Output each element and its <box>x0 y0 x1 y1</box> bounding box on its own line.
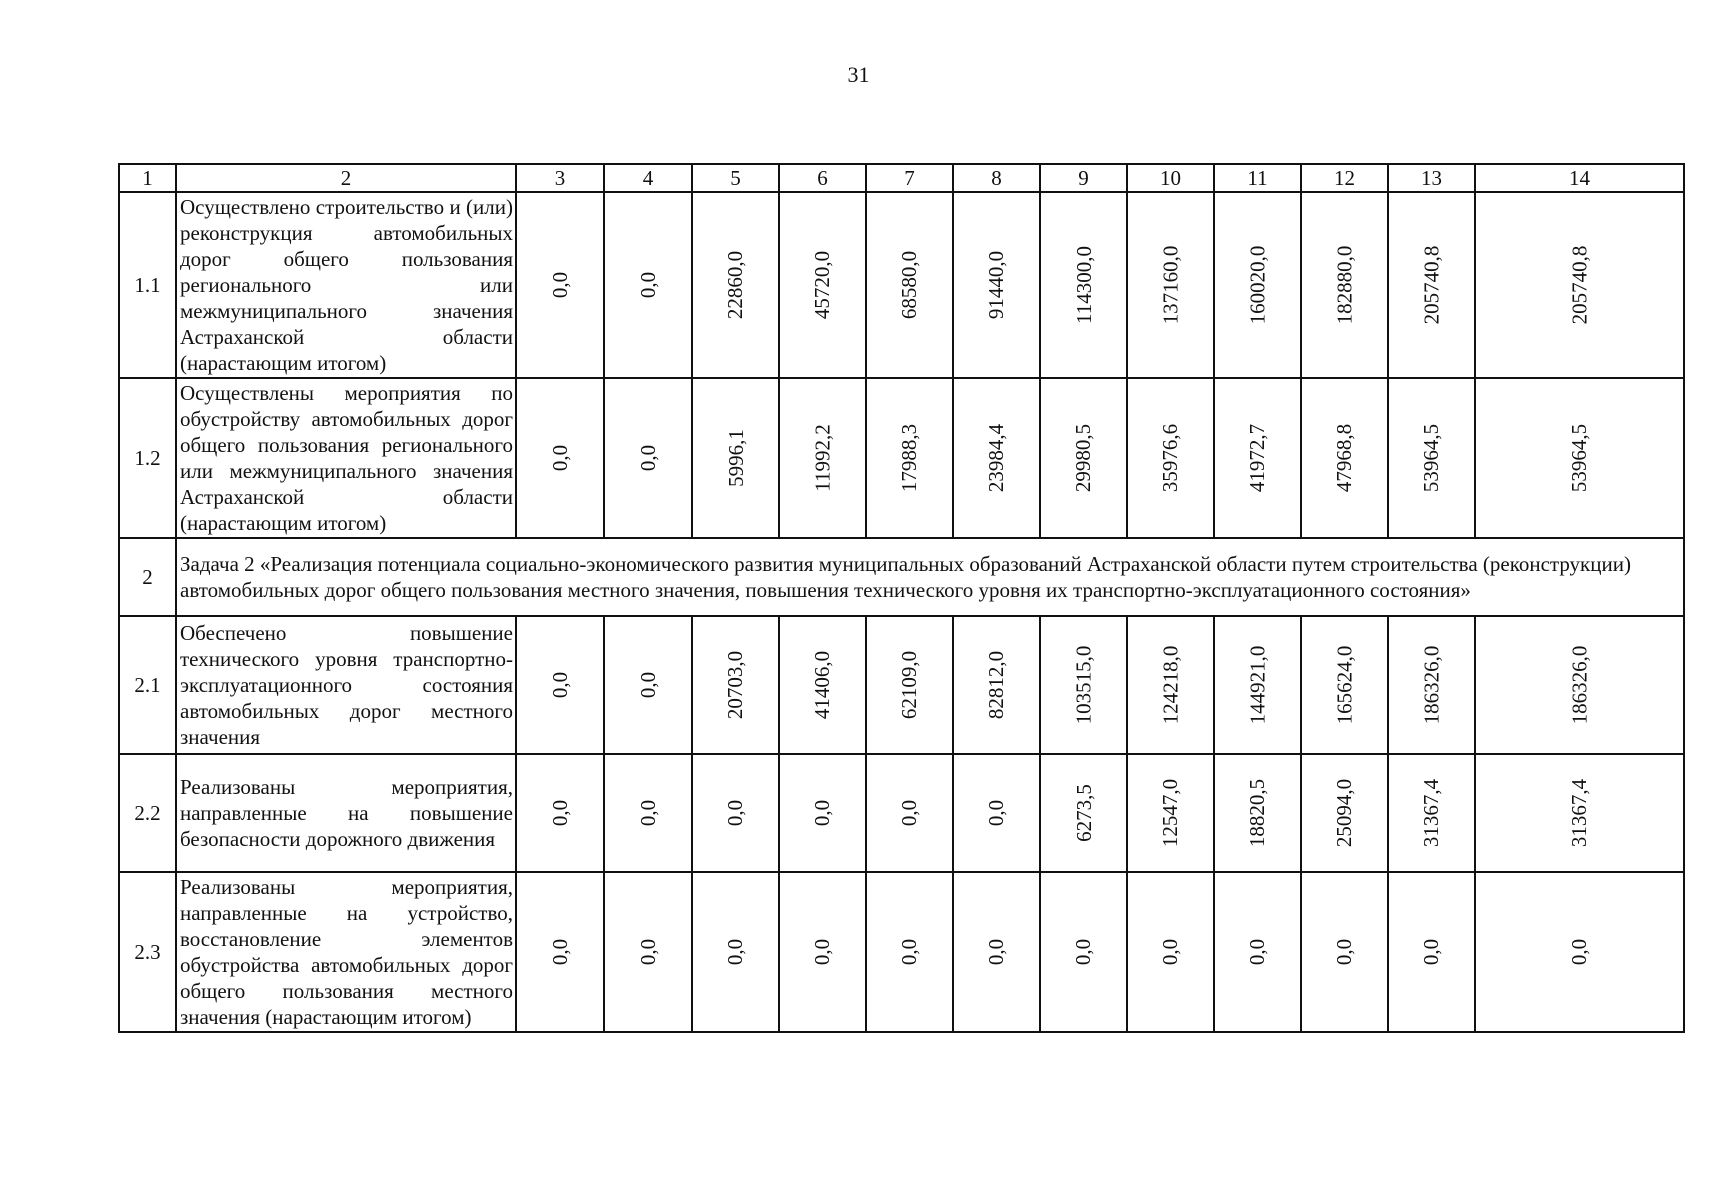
column-header-6: 6 <box>779 164 866 192</box>
value-cell <box>692 872 779 1032</box>
task-row <box>119 538 1684 616</box>
value-cell <box>779 378 866 538</box>
value-cell <box>1214 754 1301 872</box>
indicator-description: Осуществлено строительство и (или) реконструкция автомобильных дорог общего пользования регионального или межмуниципального значения Астраханской области (нарастающим итогом) <box>176 192 516 378</box>
value-text: 22860,0 <box>723 250 748 320</box>
value-cell <box>953 754 1040 872</box>
column-header-4: 4 <box>604 164 692 192</box>
value-text: 0,0 <box>548 799 572 827</box>
value-cell <box>516 616 604 754</box>
value-text: 45720,0 <box>810 250 835 320</box>
value-cell <box>604 754 692 872</box>
value-text: 23984,4 <box>984 423 1009 493</box>
value-text: 0,0 <box>1158 938 1183 966</box>
indicator-description: Осуществлены мероприятия по обустройству автомобильных дорог общего пользования регионального или межмуниципального значения Астраханской области (нарастающим итогом) <box>176 378 516 538</box>
column-header-12: 12 <box>1301 164 1388 192</box>
value-cell <box>604 378 692 538</box>
value-cell <box>1040 872 1127 1032</box>
value-cell <box>516 872 604 1032</box>
value-cell <box>1127 754 1214 872</box>
value-cell <box>1040 192 1127 378</box>
value-cell <box>1475 378 1684 538</box>
value-text: 29980,5 <box>1071 423 1096 493</box>
value-text: 18820,5 <box>1245 778 1270 848</box>
value-text: 0,0 <box>548 444 572 472</box>
value-cell <box>953 872 1040 1032</box>
value-text: 182880,0 <box>1332 245 1357 325</box>
value-cell <box>604 192 692 378</box>
value-text: 31367,4 <box>1567 778 1592 848</box>
row-number: 2.1 <box>119 616 176 754</box>
page-number: 31 <box>847 62 870 87</box>
table-row <box>119 872 1684 1032</box>
value-text: 12547,0 <box>1158 778 1183 848</box>
value-cell <box>953 192 1040 378</box>
value-cell <box>779 872 866 1032</box>
row-number: 1.2 <box>119 378 176 538</box>
column-header-8: 8 <box>953 164 1040 192</box>
value-text: 68580,0 <box>897 250 922 320</box>
value-text: 0,0 <box>723 938 748 966</box>
value-cell <box>866 192 953 378</box>
value-text: 103515,0 <box>1071 645 1096 725</box>
value-cell <box>779 616 866 754</box>
value-text: 205740,8 <box>1419 245 1444 325</box>
value-text: 53964,5 <box>1419 423 1444 493</box>
value-cell <box>1214 378 1301 538</box>
indicator-description: Реализованы мероприятия, направленные на устройство, восстановление элементов обустройства автомобильных дорог общего пользования местного значения (нарастающим итогом) <box>176 872 516 1032</box>
indicator-description: Реализованы мероприятия, направленные на повышение безопасности дорожного движения <box>176 754 516 872</box>
header-row <box>119 164 1684 192</box>
indicators-table <box>118 163 1685 1033</box>
value-text: 11992,2 <box>810 424 835 492</box>
row-number: 2.3 <box>119 872 176 1032</box>
value-text: 0,0 <box>810 938 835 966</box>
value-text: 6273,5 <box>1071 784 1096 842</box>
value-cell <box>1127 872 1214 1032</box>
task-description: Задача 2 «Реализация потенциала социально-экономического развития муниципальных образований Астраханской области путем строительства (реконструкции) автомобильных дорог общего пользования местного значения, повышения технического уровня их транспортно-эксплуатационного состояния» <box>176 538 1684 616</box>
value-cell <box>866 754 953 872</box>
value-cell <box>1388 616 1475 754</box>
column-header-7: 7 <box>866 164 953 192</box>
column-header-2: 2 <box>176 164 516 192</box>
value-cell <box>692 192 779 378</box>
value-text: 62109,0 <box>897 650 922 720</box>
value-text: 0,0 <box>1567 938 1592 966</box>
value-text: 17988,3 <box>897 423 922 493</box>
value-cell <box>516 754 604 872</box>
value-cell <box>1040 754 1127 872</box>
indicator-description: Обеспечено повышение технического уровня транспортно-эксплуатационного состояния автомобильных дорог местного значения <box>176 616 516 754</box>
value-cell <box>1040 616 1127 754</box>
value-cell <box>1475 872 1684 1032</box>
value-cell <box>866 378 953 538</box>
value-cell <box>1388 192 1475 378</box>
value-text: 205740,8 <box>1567 245 1592 325</box>
value-cell <box>1040 378 1127 538</box>
value-cell <box>692 754 779 872</box>
value-cell <box>516 192 604 378</box>
value-cell <box>1301 192 1388 378</box>
value-cell <box>1127 616 1214 754</box>
row-number: 2.2 <box>119 754 176 872</box>
value-cell <box>1214 616 1301 754</box>
value-cell <box>1214 192 1301 378</box>
value-text: 165624,0 <box>1332 645 1357 725</box>
column-header-10: 10 <box>1127 164 1214 192</box>
value-cell <box>1301 616 1388 754</box>
value-text: 144921,0 <box>1245 645 1270 725</box>
value-text: 114300,0 <box>1071 246 1096 324</box>
value-cell <box>866 616 953 754</box>
value-text: 5996,1 <box>723 429 748 487</box>
value-text: 0,0 <box>636 271 660 299</box>
value-cell <box>1301 378 1388 538</box>
value-cell <box>604 872 692 1032</box>
value-text: 0,0 <box>1071 938 1096 966</box>
value-text: 20703,0 <box>723 650 748 720</box>
value-cell <box>779 192 866 378</box>
value-text: 35976,6 <box>1158 423 1183 493</box>
row-number: 2 <box>119 538 176 616</box>
value-text: 25094,0 <box>1332 778 1357 848</box>
column-header-13: 13 <box>1388 164 1475 192</box>
value-cell <box>1388 378 1475 538</box>
value-text: 0,0 <box>636 799 660 827</box>
value-cell <box>692 616 779 754</box>
value-cell <box>953 616 1040 754</box>
value-cell <box>516 378 604 538</box>
value-text: 0,0 <box>548 671 572 699</box>
value-cell <box>1214 872 1301 1032</box>
value-text: 0,0 <box>984 938 1009 966</box>
value-text: 53964,5 <box>1567 423 1592 493</box>
value-cell <box>1127 192 1214 378</box>
value-text: 124218,0 <box>1158 645 1183 725</box>
value-text: 186326,0 <box>1567 645 1592 725</box>
value-cell <box>779 754 866 872</box>
value-cell <box>953 378 1040 538</box>
value-cell <box>1388 872 1475 1032</box>
column-header-5: 5 <box>692 164 779 192</box>
value-text: 0,0 <box>723 799 748 827</box>
value-text: 0,0 <box>636 938 660 966</box>
table-row <box>119 616 1684 754</box>
value-cell <box>1127 378 1214 538</box>
value-text: 41406,0 <box>810 650 835 720</box>
value-text: 0,0 <box>636 444 660 472</box>
value-text: 41972,7 <box>1245 423 1270 493</box>
value-text: 0,0 <box>984 799 1009 827</box>
column-header-14: 14 <box>1475 164 1684 192</box>
value-cell <box>692 378 779 538</box>
value-text: 0,0 <box>548 938 572 966</box>
value-cell <box>866 872 953 1032</box>
value-text: 47968,8 <box>1332 423 1357 493</box>
value-text: 0,0 <box>1419 938 1444 966</box>
value-text: 91440,0 <box>984 250 1009 320</box>
value-cell <box>604 616 692 754</box>
value-text: 0,0 <box>1332 938 1357 966</box>
value-cell <box>1475 616 1684 754</box>
value-text: 186326,0 <box>1419 645 1444 725</box>
table-row <box>119 192 1684 378</box>
column-header-9: 9 <box>1040 164 1127 192</box>
value-cell <box>1475 192 1684 378</box>
value-text: 0,0 <box>548 271 572 299</box>
value-text: 0,0 <box>897 938 922 966</box>
row-number: 1.1 <box>119 192 176 378</box>
column-header-11: 11 <box>1214 164 1301 192</box>
column-header-3: 3 <box>516 164 604 192</box>
value-text: 0,0 <box>1245 938 1270 966</box>
table-row <box>119 754 1684 872</box>
value-cell <box>1301 754 1388 872</box>
value-text: 0,0 <box>810 799 835 827</box>
value-text: 0,0 <box>897 799 922 827</box>
value-text: 160020,0 <box>1245 245 1270 325</box>
table-row <box>119 378 1684 538</box>
value-cell <box>1388 754 1475 872</box>
value-text: 82812,0 <box>984 650 1009 720</box>
column-header-1: 1 <box>119 164 176 192</box>
value-text: 137160,0 <box>1158 245 1183 325</box>
value-text: 31367,4 <box>1419 778 1444 848</box>
value-text: 0,0 <box>636 671 660 699</box>
value-cell <box>1301 872 1388 1032</box>
value-cell <box>1475 754 1684 872</box>
